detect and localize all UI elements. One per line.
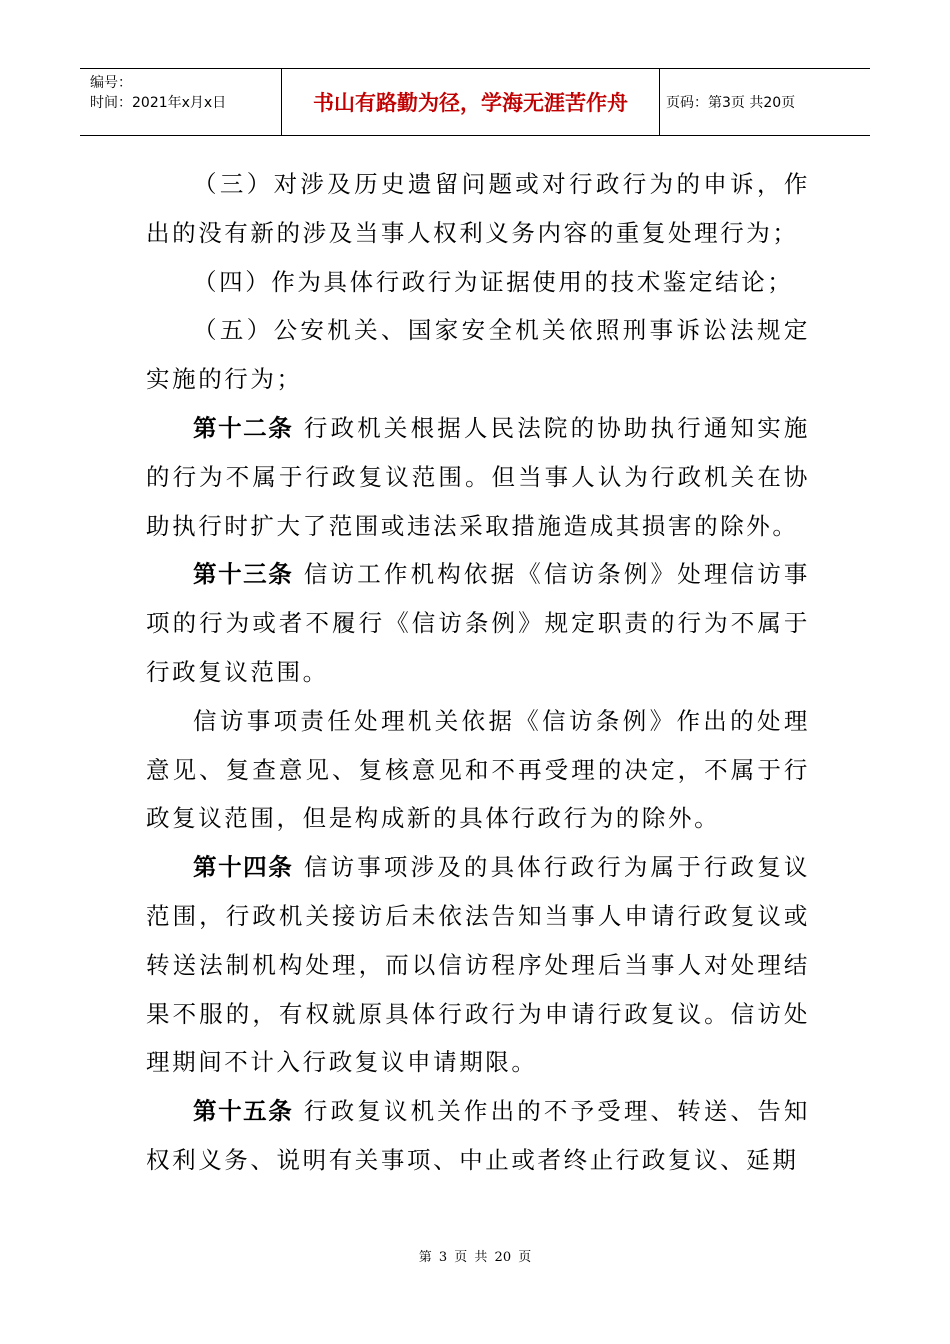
paragraph-text: （五）公安机关、国家安全机关依照刑事诉讼法规定实施的行为； (146, 316, 810, 394)
article-number: 第十三条 (193, 560, 294, 589)
header-page-info: 页码：第3页 共20页 (666, 95, 796, 111)
paragraph-text: 信访工作机构依据《信访条例》处理信访事项的行为或者不履行《信访条例》规定职责的行为不属于行政复议范围。 (146, 560, 810, 686)
paragraph-text: 信访事项涉及的具体行政行为属于行政复议范围，行政机关接访后未依法告知当事人申请行政复议或转送法制机构处理，而以信访程序处理后当事人对处理结果不服的，有权就原具体行政行为申请行政复议。信访处理期间不计入行政复议申请期限。 (146, 853, 810, 1077)
paragraph-text: （四）作为具体行政行为证据使用的技术鉴定结论； (193, 267, 794, 296)
article-number: 第十二条 (193, 413, 294, 442)
header-meta (80, 69, 282, 135)
paragraph (146, 306, 810, 404)
paragraph (146, 843, 810, 1087)
article-number: 第十四条 (193, 853, 294, 882)
document-body (146, 160, 810, 1185)
paragraph (146, 160, 810, 258)
paragraph-text: 信访事项责任处理机关依据《信访条例》作出的处理意见、复查意见、复核意见和不再受理的决定，不属于行政复议范围，但是构成新的具体行政行为的除外。 (146, 706, 810, 833)
document-time-label: 时间：2021年x月x日 (90, 95, 227, 111)
paragraph (146, 404, 810, 550)
header-motto: 书山有路勤为径，学海无涯苦作舟 (282, 69, 660, 135)
header-table (80, 68, 870, 136)
paragraph-text: （三）对涉及历史遗留问题或对行政行为的申诉，作出的没有新的涉及当事人权利义务内容的重复处理行为； (146, 170, 810, 247)
page-footer: 第 3 页 共 20 页 (418, 1250, 532, 1265)
paragraph-text: 行政机关根据人民法院的协助执行通知实施的行为不属于行政复议范围。但当事人认为行政机关在协助执行时扩大了范围或违法采取措施造成其损害的除外。 (146, 413, 810, 540)
paragraph (146, 1087, 810, 1185)
paragraph (146, 258, 810, 307)
document-number-label: 编号： (90, 75, 132, 91)
paragraph (146, 550, 810, 696)
article-number: 第十五条 (193, 1097, 294, 1126)
paragraph-text: 行政复议机关作出的不予受理、转送、告知权利义务、说明有关事项、中止或者终止行政复议、延期 (146, 1097, 810, 1174)
paragraph (146, 697, 810, 843)
